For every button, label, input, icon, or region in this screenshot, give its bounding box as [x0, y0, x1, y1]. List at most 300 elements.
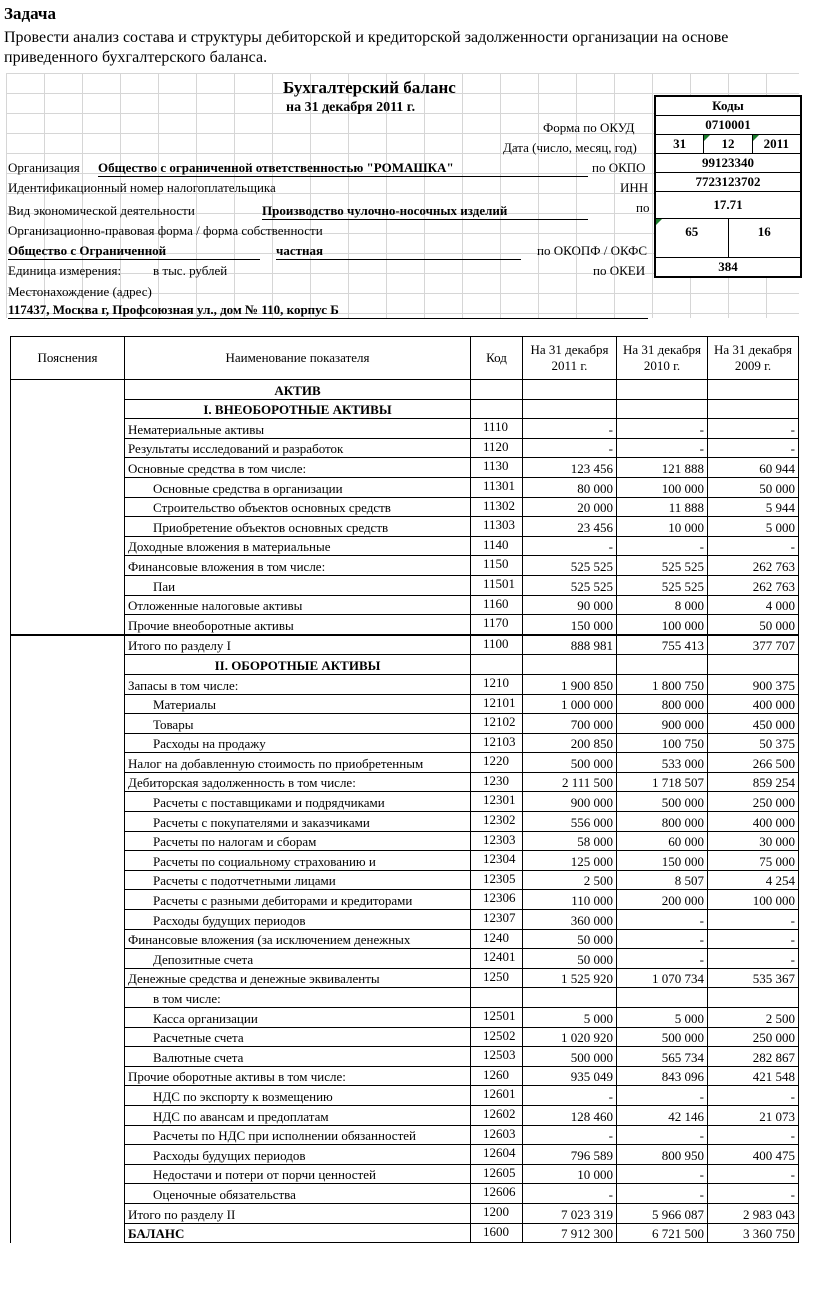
task-text: Провести анализ состава и структуры дебиторской и кредиторской задолженности организации на основе приведенного бухгалтерского баланса.	[4, 29, 729, 66]
value-2010: 800 950	[617, 1145, 708, 1165]
indicator-name: Строительство объектов основных средств	[125, 497, 471, 517]
table-row	[11, 1047, 799, 1067]
value-2011: 935 049	[523, 1066, 617, 1086]
indicator-name: Прочие внеоборотные активы	[125, 615, 471, 635]
indicator-name: НДС по авансам и предоплатам	[125, 1105, 471, 1125]
code-cell: 12302	[471, 812, 523, 832]
code-cell: 12603	[471, 1125, 523, 1145]
explain-cell	[11, 1184, 125, 1204]
okpo-label: по ОКПО	[592, 160, 646, 175]
value-2009	[708, 399, 799, 419]
indicator-name: Расчеты с покупателями и заказчиками	[125, 812, 471, 832]
indicator-name: Основные средства в том числе:	[125, 458, 471, 478]
value-2009	[708, 380, 799, 400]
code-cell: 1120	[471, 438, 523, 458]
value-2010: 843 096	[617, 1066, 708, 1086]
value-2010: 100 750	[617, 733, 708, 753]
value-2011: 23 456	[523, 517, 617, 537]
value-2011: 360 000	[523, 910, 617, 930]
code-cell: 1150	[471, 556, 523, 576]
value-2010: -	[617, 1164, 708, 1184]
date-label: Дата (число, месяц, год)	[503, 140, 637, 155]
table-row	[11, 438, 799, 458]
cell-marker-icon	[704, 135, 710, 141]
okud-code: 0710001	[705, 117, 751, 132]
cell-marker-icon	[753, 135, 759, 141]
code-cell	[471, 988, 523, 1008]
value-2010	[617, 380, 708, 400]
indicator-name: Запасы в том числе:	[125, 674, 471, 694]
explain-cell	[11, 1164, 125, 1184]
value-2011: 150 000	[523, 615, 617, 635]
value-2010: 121 888	[617, 458, 708, 478]
explain-cell	[11, 929, 125, 949]
indicator-name: Расходы будущих периодов	[125, 910, 471, 930]
value-2010: 533 000	[617, 753, 708, 773]
indicator-name: Финансовые вложения в том числе:	[125, 556, 471, 576]
unit-label: Единица измерения:	[8, 263, 122, 278]
value-2010: 10 000	[617, 517, 708, 537]
value-2010: 1 800 750	[617, 674, 708, 694]
table-row	[11, 399, 799, 419]
indicator-name: Касса организации	[125, 1008, 471, 1028]
explain-cell	[11, 1066, 125, 1086]
explain-cell	[11, 694, 125, 714]
value-2011: 58 000	[523, 831, 617, 851]
value-2010: 8 507	[617, 870, 708, 890]
indicator-name: НДС по экспорту к возмещению	[125, 1086, 471, 1106]
table-row	[11, 949, 799, 969]
table-row	[11, 419, 799, 439]
okpo-code: 99123340	[702, 155, 754, 170]
explain-cell	[11, 968, 125, 988]
table-row	[11, 733, 799, 753]
value-2011: -	[523, 1125, 617, 1145]
value-2011: 90 000	[523, 595, 617, 615]
value-2009: 400 000	[708, 812, 799, 832]
indicator-name: Расчеты с поставщиками и подрядчиками	[125, 792, 471, 812]
value-2010: 755 413	[617, 635, 708, 655]
table-row	[11, 714, 799, 734]
legal-form-value: Общество с Ограниченной	[8, 243, 260, 260]
explain-cell	[11, 733, 125, 753]
indicator-name: Расчеты с разными дебиторами и кредиторами	[125, 890, 471, 910]
code-cell	[471, 380, 523, 400]
value-2011: 110 000	[523, 890, 617, 910]
section-title: I. ВНЕОБОРОТНЫЕ АКТИВЫ	[125, 399, 471, 419]
value-2009: 900 375	[708, 674, 799, 694]
table-row	[11, 497, 799, 517]
indicator-name: Оценочные обязательства	[125, 1184, 471, 1204]
indicator-name: Финансовые вложения (за исключением денежных	[125, 929, 471, 949]
activity-label: Вид экономической деятельности	[8, 203, 195, 218]
explain-cell	[11, 870, 125, 890]
code-cell	[471, 655, 523, 675]
okfs-code: 16	[728, 219, 801, 257]
code-cell: 1110	[471, 419, 523, 439]
value-2010: 5 966 087	[617, 1203, 708, 1223]
table-row	[11, 1125, 799, 1145]
address-label: Местонахождение (адрес)	[8, 284, 152, 299]
code-cell: 1130	[471, 458, 523, 478]
value-2011	[523, 655, 617, 675]
indicator-name: Валютные счета	[125, 1047, 471, 1067]
value-2010: 500 000	[617, 1027, 708, 1047]
value-2011: 50 000	[523, 949, 617, 969]
indicator-name: Недостачи и потери от порчи ценностей	[125, 1164, 471, 1184]
value-2009: 4 254	[708, 870, 799, 890]
value-2010: 900 000	[617, 714, 708, 734]
indicator-name: Приобретение объектов основных средств	[125, 517, 471, 537]
explain-cell	[11, 753, 125, 773]
value-2010: 8 000	[617, 595, 708, 615]
value-2010: -	[617, 1125, 708, 1145]
value-2011: 500 000	[523, 1047, 617, 1067]
explain-cell	[11, 399, 125, 419]
value-2011: 900 000	[523, 792, 617, 812]
header-name: Наименование показателя	[125, 337, 471, 380]
value-2010: 11 888	[617, 497, 708, 517]
table-row	[11, 1164, 799, 1184]
table-row	[11, 988, 799, 1008]
explain-cell	[11, 1086, 125, 1106]
value-2010: 42 146	[617, 1105, 708, 1125]
explain-cell	[11, 1223, 125, 1243]
value-2011: -	[523, 438, 617, 458]
table-row	[11, 831, 799, 851]
code-cell: 1200	[471, 1203, 523, 1223]
value-2010: 100 000	[617, 477, 708, 497]
explain-cell	[11, 772, 125, 792]
okopf-code: 65	[656, 219, 728, 257]
indicator-name: Расчеты по НДС при исполнении обязанностей	[125, 1125, 471, 1145]
date-year: 2011	[752, 135, 800, 153]
table-row	[11, 1105, 799, 1125]
value-2010: 200 000	[617, 890, 708, 910]
indicator-name: БАЛАНС	[125, 1223, 471, 1243]
value-2010: 1 070 734	[617, 968, 708, 988]
value-2009: 4 000	[708, 595, 799, 615]
table-row	[11, 929, 799, 949]
table-row	[11, 595, 799, 615]
okved-code: 17.71	[713, 197, 743, 212]
ownership-value: частная	[276, 243, 521, 260]
code-cell: 12102	[471, 714, 523, 734]
inn-label: ИНН	[620, 180, 649, 195]
table-row	[11, 536, 799, 556]
explain-cell	[11, 988, 125, 1008]
header-code: Код	[471, 337, 523, 380]
activity-value: Производство чулочно-носочных изделий	[262, 203, 588, 220]
value-2009: -	[708, 1125, 799, 1145]
table-row	[11, 772, 799, 792]
value-2010: -	[617, 910, 708, 930]
value-2010: 5 000	[617, 1008, 708, 1028]
code-cell: 1600	[471, 1223, 523, 1243]
value-2011: 123 456	[523, 458, 617, 478]
value-2011: 2 500	[523, 870, 617, 890]
explain-cell	[11, 1203, 125, 1223]
balance-table	[10, 336, 799, 1243]
value-2009: 266 500	[708, 753, 799, 773]
value-2009: 250 000	[708, 1027, 799, 1047]
value-2010	[617, 655, 708, 675]
value-2009: 282 867	[708, 1047, 799, 1067]
value-2009: 50 000	[708, 477, 799, 497]
table-row	[11, 615, 799, 635]
value-2011: 700 000	[523, 714, 617, 734]
code-cell: 1210	[471, 674, 523, 694]
indicator-name: Расчеты с подотчетными лицами	[125, 870, 471, 890]
table-row	[11, 1008, 799, 1028]
header-explain: Пояснения	[11, 337, 125, 380]
value-2011: -	[523, 536, 617, 556]
indicator-name: Товары	[125, 714, 471, 734]
value-2010: 525 525	[617, 575, 708, 595]
explain-cell	[11, 1105, 125, 1125]
value-2009: -	[708, 929, 799, 949]
explain-cell	[11, 458, 125, 478]
code-cell: 12103	[471, 733, 523, 753]
table-row	[11, 812, 799, 832]
explain-cell	[11, 575, 125, 595]
code-cell: 1140	[471, 536, 523, 556]
indicator-name: Результаты исследований и разработок	[125, 438, 471, 458]
table-row	[11, 910, 799, 930]
code-cell: 12307	[471, 910, 523, 930]
table-row	[11, 477, 799, 497]
indicator-name: Расчеты по налогам и сборам	[125, 831, 471, 851]
value-2009: 400 000	[708, 694, 799, 714]
table-row	[11, 575, 799, 595]
code-cell: 1260	[471, 1066, 523, 1086]
table-row	[11, 674, 799, 694]
balance-date: на 31 декабря 2011 г.	[286, 100, 416, 115]
indicator-name: Расчетные счета	[125, 1027, 471, 1047]
code-cell	[471, 399, 523, 419]
value-2011: 1 525 920	[523, 968, 617, 988]
explain-cell	[11, 556, 125, 576]
explain-cell	[11, 1145, 125, 1165]
code-cell: 12306	[471, 890, 523, 910]
value-2009: -	[708, 1164, 799, 1184]
value-2011	[523, 380, 617, 400]
codes-title: Коды	[712, 98, 744, 113]
value-2011: 525 525	[523, 556, 617, 576]
value-2011: 1 020 920	[523, 1027, 617, 1047]
code-cell: 12401	[471, 949, 523, 969]
okved-label: по	[636, 200, 650, 215]
indicator-name: Прочие оборотные активы в том числе:	[125, 1066, 471, 1086]
table-row	[11, 1223, 799, 1243]
value-2011	[523, 399, 617, 419]
inn-left-label: Идентификационный номер налогоплательщика	[8, 180, 276, 195]
org-label: Организация	[8, 160, 80, 175]
value-2009: 30 000	[708, 831, 799, 851]
value-2011: 200 850	[523, 733, 617, 753]
indicator-name: Расходы будущих периодов	[125, 1145, 471, 1165]
value-2011: -	[523, 419, 617, 439]
value-2009: -	[708, 949, 799, 969]
value-2011: 556 000	[523, 812, 617, 832]
value-2010: -	[617, 949, 708, 969]
okopf-label: по ОКОПФ / ОКФС	[537, 243, 648, 258]
value-2010: -	[617, 419, 708, 439]
explain-cell	[11, 890, 125, 910]
value-2011: 888 981	[523, 635, 617, 655]
table-row	[11, 890, 799, 910]
value-2011: 525 525	[523, 575, 617, 595]
explain-cell	[11, 792, 125, 812]
explain-cell	[11, 595, 125, 615]
cell-marker-icon	[656, 219, 662, 225]
value-2010: 500 000	[617, 792, 708, 812]
code-cell: 12304	[471, 851, 523, 871]
value-2011: 5 000	[523, 1008, 617, 1028]
explain-cell	[11, 851, 125, 871]
value-2009: 262 763	[708, 575, 799, 595]
value-2011: 7 912 300	[523, 1223, 617, 1243]
table-row	[11, 870, 799, 890]
table-row	[11, 1184, 799, 1204]
explain-cell	[11, 910, 125, 930]
balance-title: Бухгалтерский баланс	[283, 78, 456, 97]
code-cell: 11302	[471, 497, 523, 517]
explain-cell	[11, 812, 125, 832]
value-2009: 262 763	[708, 556, 799, 576]
explain-cell	[11, 655, 125, 675]
code-cell: 12301	[471, 792, 523, 812]
explain-cell	[11, 831, 125, 851]
explain-cell	[11, 477, 125, 497]
okei-label: по ОКЕИ	[593, 263, 646, 278]
value-2011: 500 000	[523, 753, 617, 773]
table-row	[11, 792, 799, 812]
table-row	[11, 1027, 799, 1047]
table-row	[11, 635, 799, 655]
value-2009	[708, 988, 799, 1008]
explain-cell	[11, 714, 125, 734]
explain-cell	[11, 1008, 125, 1028]
explain-cell	[11, 1047, 125, 1067]
table-row	[11, 694, 799, 714]
code-cell: 12501	[471, 1008, 523, 1028]
code-cell: 1250	[471, 968, 523, 988]
section-title: АКТИВ	[125, 380, 471, 400]
value-2009: -	[708, 438, 799, 458]
value-2009: 2 500	[708, 1008, 799, 1028]
value-2009: 421 548	[708, 1066, 799, 1086]
table-header-row	[11, 337, 799, 380]
explain-cell	[11, 949, 125, 969]
code-cell: 1220	[471, 753, 523, 773]
code-cell: 12601	[471, 1086, 523, 1106]
code-cell: 1230	[471, 772, 523, 792]
explain-cell	[11, 380, 125, 400]
code-cell: 12606	[471, 1184, 523, 1204]
indicator-name: Итого по разделу I	[125, 635, 471, 655]
value-2010: 525 525	[617, 556, 708, 576]
value-2011: 796 589	[523, 1145, 617, 1165]
value-2011: 128 460	[523, 1105, 617, 1125]
address-value: 117437, Москва г, Профсоюзная ул., дом № 110, корпус Б	[8, 302, 648, 319]
code-cell: 1170	[471, 615, 523, 635]
value-2010: 800 000	[617, 812, 708, 832]
indicator-name: Материалы	[125, 694, 471, 714]
explain-cell	[11, 635, 125, 655]
okei-code: 384	[718, 259, 738, 274]
value-2009: -	[708, 910, 799, 930]
code-cell: 12101	[471, 694, 523, 714]
explain-cell	[11, 497, 125, 517]
table-row	[11, 851, 799, 871]
value-2011: 1 900 850	[523, 674, 617, 694]
code-cell: 1160	[471, 595, 523, 615]
value-2009: 5 944	[708, 497, 799, 517]
value-2009: 2 983 043	[708, 1203, 799, 1223]
table-row	[11, 753, 799, 773]
indicator-name: Отложенные налоговые активы	[125, 595, 471, 615]
section-title: II. ОБОРОТНЫЕ АКТИВЫ	[125, 655, 471, 675]
table-row	[11, 1203, 799, 1223]
codes-box	[654, 95, 802, 278]
unit-value: в тыс. рублей	[153, 263, 228, 278]
value-2010: -	[617, 438, 708, 458]
value-2010: 150 000	[617, 851, 708, 871]
value-2009: -	[708, 536, 799, 556]
value-2010: 6 721 500	[617, 1223, 708, 1243]
code-cell: 1100	[471, 635, 523, 655]
task-title: Задача	[4, 4, 56, 23]
date-month: 12	[703, 135, 751, 153]
value-2011: 50 000	[523, 929, 617, 949]
org-name: Общество с ограниченной ответственностью "РОМАШКА"	[98, 160, 588, 177]
value-2011: 80 000	[523, 477, 617, 497]
value-2009: 50 375	[708, 733, 799, 753]
indicator-name: Паи	[125, 575, 471, 595]
value-2010: 565 734	[617, 1047, 708, 1067]
value-2010: 100 000	[617, 615, 708, 635]
value-2010: 1 718 507	[617, 772, 708, 792]
explain-cell	[11, 615, 125, 635]
code-cell: 12503	[471, 1047, 523, 1067]
value-2009: 60 944	[708, 458, 799, 478]
value-2009: -	[708, 419, 799, 439]
value-2009: -	[708, 1086, 799, 1106]
value-2011: -	[523, 1086, 617, 1106]
value-2010: -	[617, 1184, 708, 1204]
table-row	[11, 968, 799, 988]
value-2011: 125 000	[523, 851, 617, 871]
value-2010: -	[617, 1086, 708, 1106]
indicator-name: Нематериальные активы	[125, 419, 471, 439]
explain-cell	[11, 1027, 125, 1047]
value-2011: 20 000	[523, 497, 617, 517]
code-cell: 11301	[471, 477, 523, 497]
code-cell: 11303	[471, 517, 523, 537]
table-row	[11, 1086, 799, 1106]
code-cell: 12605	[471, 1164, 523, 1184]
okud-label: Форма по ОКУД	[543, 120, 635, 135]
value-2011: 10 000	[523, 1164, 617, 1184]
value-2011	[523, 988, 617, 1008]
date-day: 31	[673, 136, 687, 151]
explain-cell	[11, 517, 125, 537]
value-2009: 250 000	[708, 792, 799, 812]
code-cell: 11501	[471, 575, 523, 595]
indicator-name: Депозитные счета	[125, 949, 471, 969]
table-row	[11, 556, 799, 576]
